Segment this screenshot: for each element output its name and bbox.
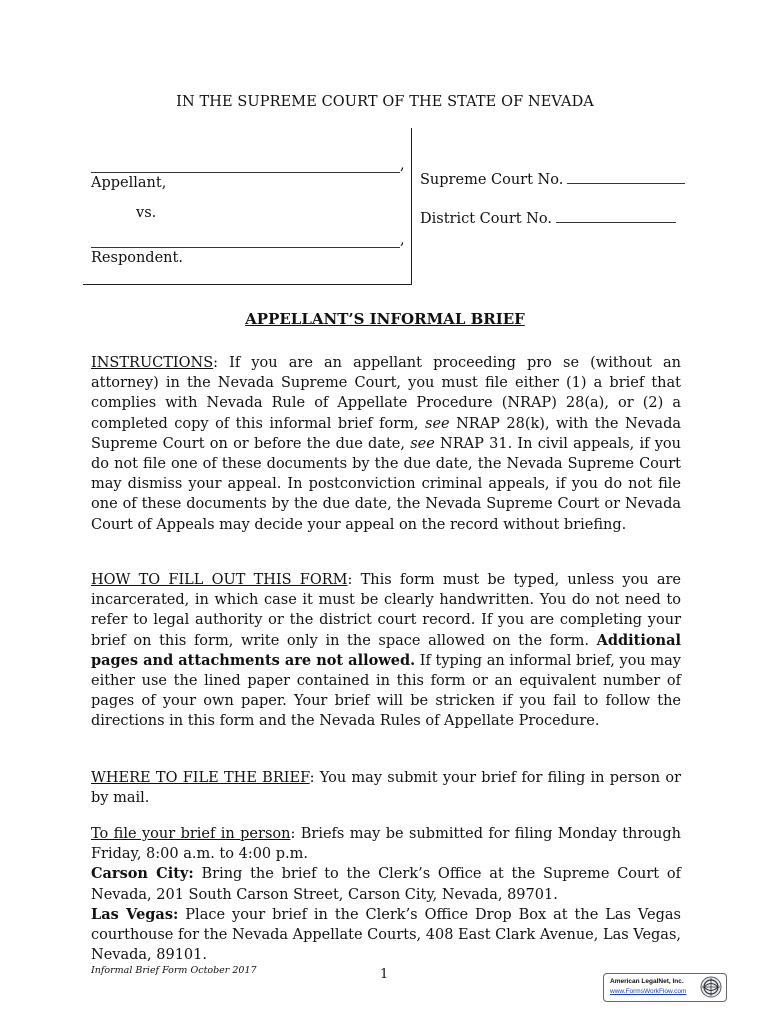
district-court-no: [420, 211, 676, 227]
instructions-paragraph: INSTRUCTIONS: If you are an appellant proceeding pro se (without an attorney) in the Nevada Supreme Court, you must file either (1) a brief that complies with Nevada Rule of Appellate Procedure (NRAP) 28(a), or (2) a completed copy of this informal brief form, see NRAP 28(k), with the Nevada Supreme Court on or before the due date, see NRAP 31. In civil appeals, if you do not file one of these documents by the due date, the Nevada Supreme Court may dismiss your appeal. In postconviction criminal appeals, if you do not file one of these documents by the due date, the Nevada Supreme Court or Nevada Court of Appeals may decide your appeal on the record without briefing.: [91, 355, 681, 533]
supreme-court-no-field[interactable]: [567, 182, 685, 184]
supreme-court-no: [420, 172, 685, 188]
respondent-name-blank[interactable]: [91, 247, 400, 248]
las-vegas-label: Las Vegas:: [91, 905, 179, 923]
caption-vertical-rule: [411, 128, 412, 285]
district-court-no-label: District Court No.: [420, 211, 552, 227]
court-title: IN THE SUPREME COURT OF THE STATE OF NEVADA: [176, 94, 594, 110]
brief-title: APPELLANT’S INFORMAL BRIEF: [245, 310, 525, 328]
how-to-heading: HOW TO FILL OUT THIS FORM: [91, 572, 348, 588]
in-person-heading: To file your brief in person: [91, 826, 291, 842]
vs-label: vs.: [136, 205, 157, 221]
globe-logo-icon: [700, 976, 722, 998]
appellant-name-blank[interactable]: [91, 172, 400, 173]
where-to-paragraph: WHERE TO FILE THE BRIEF: You may submit your brief for filing in person or by mail.: [91, 770, 681, 807]
appellant-comma: ,: [400, 157, 405, 173]
vendor-name: American LegalNet, Inc.: [610, 978, 684, 985]
appellant-label: Appellant,: [91, 175, 167, 191]
no-attachments-notice: Additional pages and attachments are not allowed.: [91, 631, 681, 669]
where-to-heading: WHERE TO FILE THE BRIEF: [91, 770, 310, 786]
caption-bottom-rule: [83, 284, 412, 285]
respondent-label: Respondent.: [91, 250, 183, 266]
carson-city-label: Carson City:: [91, 865, 194, 883]
vendor-url-link[interactable]: www.FormsWorkFlow.com: [610, 988, 687, 995]
form-version-footer: Informal Brief Form October 2017: [91, 965, 257, 976]
in-person-paragraph: To file your brief in person: Briefs may be submitted for filing Monday through Friday, 8:00 a.m. to 4:00 p.m. Carson City: Bring the brief to the Clerk’s Office at the Supreme Court of Nevada, 201 South Carson Street, Carson City, Nevada, 89701. Las Vegas: Place your brief in the Clerk’s Office Drop Box at the Las Vegas courthouse for the Nevada Appellate Courts, 408 East Clark Avenue, Las Vegas, Nevada, 89101.: [91, 826, 682, 964]
page-number: 1: [380, 967, 389, 982]
supreme-court-no-label: Supreme Court No.: [420, 172, 564, 188]
respondent-comma: ,: [400, 232, 405, 248]
district-court-no-field[interactable]: [556, 221, 676, 223]
instructions-heading: INSTRUCTIONS: [91, 355, 214, 371]
how-to-paragraph: HOW TO FILL OUT THIS FORM: This form must be typed, unless you are incarcerated, in which case it must be clearly handwritten. You do not need to refer to legal authority or the district court record. If you are completing your brief on this form, write only in the space allowed on the form. Additional pages and attachments are not allowed. If typing an informal brief, you may either use the lined paper contained in this form or an equivalent number of pages of your own paper. Your brief will be stricken if you fail to follow the directions in this form and the Nevada Rules of Appellate Procedure.: [91, 572, 682, 730]
vendor-badge[interactable]: [603, 973, 727, 1002]
